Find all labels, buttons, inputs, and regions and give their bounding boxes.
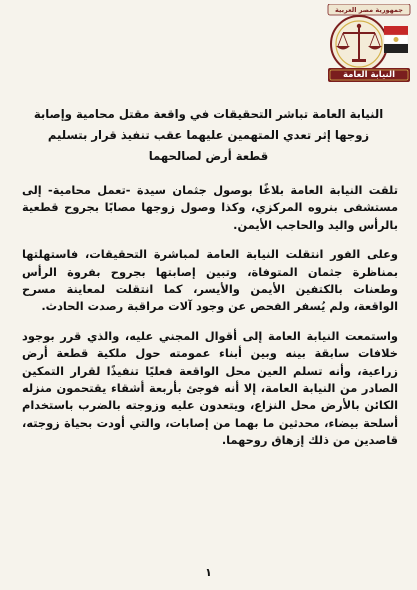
paragraph-3: واستمعت النيابة العامة إلى أقوال المجني عليه، والذي قرر بوجود خلافات سابقة بينه وبين أبناء عمومته حول ملكية قطعة أرض زراعية، وأنه تسلم العين محل الواقعة فعليًا تنفيذًا لقرار التمكين الصادر من النيابة العامة، إلا أنه فوجئ بأربعة أشقاء يقتحمون منزله الكائن بالأرض محل النزاع، ويتعدون عليه وزوجته بالضرب باستخدام أسلحة بيضاء، محدثين ما بهما من إصابات، والتي أودت بحياة زوجته، قاصدين من ذلك إزهاق روحهما. <box>22 328 398 448</box>
emblem-top-text: جمهورية مصر العربية <box>335 6 403 14</box>
title-line-2: زوجها إثر تعدي المتهمين عليهما عقب تنفيذ قرار بتسليم <box>47 128 370 142</box>
page-title <box>30 104 387 167</box>
paragraph-2: وعلى الفور انتقلت النيابة العامة لمباشرة التحقيقات، فاستهلتها بمناظرة جثمان المتوفاة، وتبين إصابتها بجروح بفروة الرأس وطعنات بالكتفين الأيمن والأيسر، كما انتقلت لمعاينة مسرح الواقعة، ولم يُسفر الفحص عن وجود آلات مراقبة رصدت الحادث. <box>22 247 398 314</box>
page-number: ١ <box>205 566 212 579</box>
public-prosecution-emblem <box>326 4 412 84</box>
title-line-1: النيابة العامة تباشر التحقيقات في واقعة مقتل محامية وإصابة <box>33 107 384 121</box>
document-body <box>22 182 398 450</box>
title-line-3: قطعة أرض لصالحهما <box>148 149 269 163</box>
emblem-bottom-text: النيابة العامة <box>342 70 396 80</box>
paragraph-1: تلقت النيابة العامة بلاغًا بوصول جثمان سيدة -تعمل محامية- إلى مستشفى بنروه المركزي، وكذا وصول زوجها مصابًا بجروح قطعية بالرأس واليد والحاجب الأيمن. <box>22 183 398 232</box>
